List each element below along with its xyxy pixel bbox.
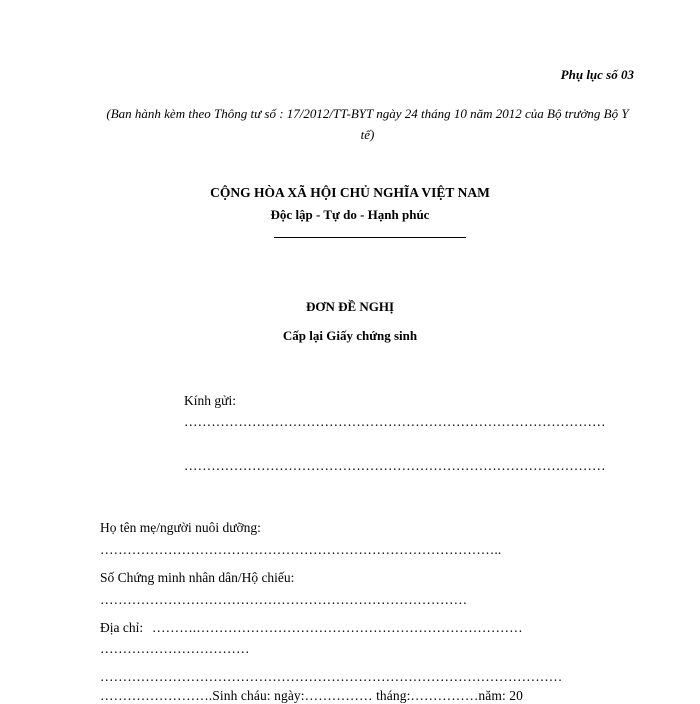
form-title: ĐƠN ĐỀ NGHỊ: [305, 299, 395, 314]
id-number-field[interactable]: ………………………………………………………………………: [100, 592, 468, 607]
address-label: Địa chỉ:: [100, 620, 144, 635]
mother-name-label: Họ tên mẹ/người nuôi dưỡng:: [100, 520, 261, 535]
addressee-label: Kính gửi:: [184, 393, 236, 408]
address-field-line-3[interactable]: …………………………………………………………………………………………: [100, 669, 563, 684]
national-title: CỘNG HÒA XÃ HỘI CHỦ NGHĨA VIỆT NAM: [210, 185, 490, 200]
address-field[interactable]: ……….………………………………………………………………: [152, 620, 523, 635]
child-birth-date-line[interactable]: …………………….Sinh cháu: ngày:…………… tháng:……………năm: 20: [100, 688, 523, 703]
id-number-label: Số Chứng minh nhân dân/Hộ chiếu:: [100, 570, 295, 585]
mother-name-field[interactable]: ……………………………………………………………………………..: [100, 542, 502, 557]
appendix-number: Phụ lục số 03: [560, 67, 634, 82]
address-field-line-2[interactable]: ……………………………: [100, 641, 250, 656]
addressee-line-1[interactable]: …………………………………………………………………………………: [184, 414, 606, 429]
form-subtitle: Cấp lại Giấy chứng sinh: [282, 328, 418, 343]
motto-underline: [274, 237, 466, 238]
national-motto: Độc lập - Tự do - Hạnh phúc: [270, 207, 430, 222]
issued-note: (Ban hành kèm theo Thông tư số : 17/2012/TT-BYT ngày 24 tháng 10 năm 2012 của Bộ trưởng Bộ Y tế): [106, 106, 629, 142]
addressee-line-2[interactable]: …………………………………………………………………………………: [184, 458, 606, 473]
